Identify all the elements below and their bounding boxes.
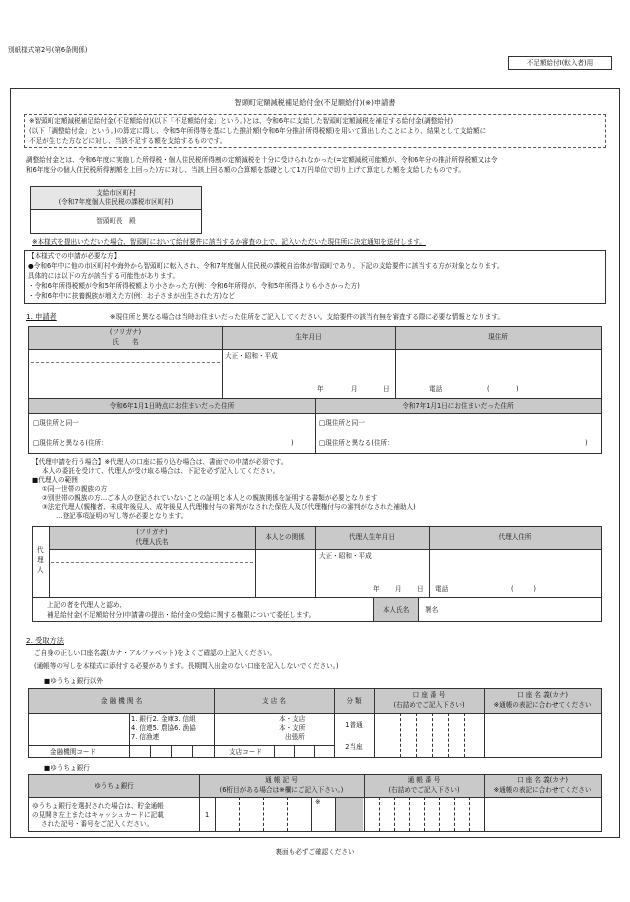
- type-label: 分 類: [346, 697, 362, 705]
- birthdate-label: 生年月日: [295, 333, 322, 341]
- note-line: ※智頭町定額減税補足給付金(不足額給付)(以下「不足額給付金」という。)とは、令和6年に支給した智頭町定額減税を補足する給付金(調整給付): [29, 117, 454, 125]
- furigana-label: (フリガナ): [109, 328, 142, 336]
- addr-r6-label: 令和6年1月1日時点にお住まいだった住所: [109, 402, 235, 410]
- year-label: 年: [317, 385, 324, 393]
- eligibility-box: [24, 250, 606, 304]
- proxy-phone-input[interactable]: ( ): [511, 585, 536, 593]
- bank-table: [28, 688, 602, 758]
- note-box: [24, 114, 606, 148]
- branch-type-options[interactable]: 出張所: [285, 733, 305, 741]
- section1-heading: 1. 申請者: [26, 312, 57, 321]
- yucho-holder-note: ※通帳の表記に合わせてください: [493, 786, 592, 794]
- yucho-holder-input[interactable]: [486, 799, 599, 829]
- proxy-note: 本人の委託を受けて、代理人が受け取る場合は、下記を必ず記入してください。: [42, 467, 280, 475]
- proxy-birth-label: 代理人生年月日: [348, 533, 396, 541]
- form-code: 別紙様式第2号(第6条関係): [8, 46, 88, 54]
- account-number-label: 口 座 番 号: [412, 691, 446, 699]
- address-label: 現住所: [488, 333, 508, 341]
- addressee-recipient: 智頭町長 殿: [96, 217, 136, 225]
- note-line: 不足が生じた方などに対し、当該不足する額を支給するものです。: [29, 137, 227, 145]
- footer-note: 裏面も必ずご確認ください: [275, 848, 355, 856]
- adjust-para-line: 和6年度分の個人住民税所得割額を上回った)方に対し、当該上回る額の合算額を基礎として1万円単位で切り上げて算定した額を支給したものです。: [26, 166, 466, 174]
- proxy-furigana-label: (フリガナ): [136, 528, 168, 536]
- proxy-side-label: 代理人: [37, 546, 44, 574]
- r6-diff-checkbox[interactable]: □現住所と異なる(住所：: [33, 439, 108, 447]
- proxy-era-options[interactable]: 大正・昭和・平成: [319, 552, 372, 560]
- form-tag: 不足額給付Ⅰ(転入者)用: [508, 56, 612, 70]
- r6-same-checkbox[interactable]: □現住所と同一: [33, 419, 79, 427]
- bango-label: 通 帳 番 号: [407, 776, 441, 784]
- consent-line: 上記の者を代理人と認め、: [47, 601, 126, 609]
- bango-note: (右詰めでご記入下さい): [388, 786, 460, 794]
- current-address-input[interactable]: [397, 350, 599, 380]
- month-label: 月: [395, 585, 402, 593]
- yucho-table: [28, 774, 602, 832]
- signature-label: 署名: [425, 606, 439, 614]
- toza-option[interactable]: 2当座: [345, 743, 363, 751]
- phone-label: 電話: [435, 585, 449, 593]
- yucho-note-line: ゆうちょ銀行を選択された場合は、貯金通帳: [32, 802, 164, 810]
- signature-input[interactable]: [445, 599, 599, 619]
- adjust-para-line: 調整給付金とは、令和6年度に実施した所得税・個人住民税所得割の定額減税を十分に受けられなかった(=定額減税可能額が、令和6年分の推計所得税額又は令: [26, 156, 498, 164]
- futsu-option[interactable]: 1普通: [345, 721, 363, 729]
- proxy-table: [32, 526, 602, 622]
- kigo-prefix: 1: [205, 811, 210, 819]
- proxy-note: ①同一世帯の親族の方: [42, 485, 108, 493]
- yucho-note-line: された記号・番号をご記入ください。: [41, 820, 154, 828]
- account-number-input[interactable]: [376, 715, 482, 755]
- holder-label: 口 座 名 義(カナ): [517, 691, 568, 699]
- kigo-label: 通 帳 記 号: [265, 776, 298, 784]
- eligibility-line: ・令和6年中に扶養親族が増えた方(例：お子さまが出生された方)など: [28, 292, 236, 300]
- section2-note: (通帳等の写しを本様式に添付する必要があります。長期間入出金のない口座を記入しないでください。): [34, 662, 339, 670]
- furigana-input[interactable]: [31, 350, 220, 363]
- day-label: 日: [417, 585, 424, 593]
- branch-code-label: 支店コード: [229, 748, 262, 756]
- paren-close: ): [585, 439, 588, 447]
- bank-name-input[interactable]: [31, 715, 127, 743]
- eligibility-title: 【本様式での申請が必要な方】: [28, 252, 121, 260]
- name-input[interactable]: [31, 364, 220, 396]
- yucho-bank-label: ゆうちょ銀行: [94, 782, 134, 790]
- proxy-note: ■代理人の範囲: [32, 476, 78, 484]
- bank-type-options[interactable]: 7. 信漁連: [131, 733, 160, 741]
- submit-note: ※本様式を提出いただいた場合、智頭町において給付要件に該当するか審査の上で、記入いただいた現住所に決定通知を送付します。: [32, 238, 426, 246]
- note-line: (以下「調整給付金」という。)の算定に際し、令和5年所得等を基にした推計額(令和6年分推計所得税額)を用いて算出したことにより、結果として支給額に: [29, 127, 487, 135]
- r7-diff-checkbox[interactable]: □現住所と異なる(住所：: [319, 439, 394, 447]
- name-label: 氏 名: [112, 338, 139, 346]
- proxy-note: ③法定代理人(親権者、未成年後見人、成年後見人代理権付与の審判がなされた保佐人及び代理権付与の審判がなされた補助人): [42, 503, 416, 511]
- addressee-box: [30, 186, 202, 234]
- paren-close: ): [291, 439, 294, 447]
- bank-type-options[interactable]: 1. 銀行2. 金庫3. 信組: [131, 715, 196, 723]
- bank-type-options[interactable]: 4. 信連5. 農協6. 漁協: [131, 724, 196, 732]
- era-options[interactable]: 大正・昭和・平成: [225, 352, 278, 360]
- addressee-line: 支給市区町村: [96, 189, 136, 197]
- yucho-note-line: の見開き左上またはキャッシュカードに記載: [32, 811, 164, 819]
- branch-type-options[interactable]: 本・支所: [279, 724, 306, 732]
- branch-type-options[interactable]: 本・支店: [279, 715, 306, 723]
- yucho-holder-label: 口 座 名 義(カナ): [517, 776, 568, 784]
- account-number-note: (右詰めでご記入下さい): [393, 701, 465, 709]
- eligibility-line: ●令和6年中に他の市区町村や海外から智頭町に転入され、令和7年度個人住民税の課税自治体が智頭町であり、下記の支給要件に該当する方が対象となります。: [28, 262, 504, 270]
- self-name-label: 本人氏名: [382, 606, 410, 614]
- section2-heading: 2. 受取方法: [26, 636, 64, 645]
- r7-same-checkbox[interactable]: □現住所と同一: [319, 419, 365, 427]
- yucho-heading: ■ゆうちょ銀行: [44, 764, 90, 772]
- section2-note: ご自身の正しい口座名義(カナ・アルファベット)をよくご確認の上記入ください。: [34, 649, 277, 657]
- eligibility-line: ・令和6年所得税額が令和5年所得税額より小さかった方(例：令和6年所得が、令和5年所得よりも小さかった方): [28, 282, 360, 290]
- section1-note: ※現住所と異なる場合は当時お住まいだった住所をご記入してください。支給要件の該当有無を審査する際に必要な情報となります。: [110, 313, 505, 321]
- bank-code-label: 金融機関コード: [49, 748, 97, 756]
- page-title: 智頭町定額減税補足給付金(不足額給付)(※)申請書: [234, 98, 396, 107]
- sixth-digit-input[interactable]: [313, 807, 333, 829]
- proxy-note: ②別世帯の親族の方…ご本人の登記されていないことの証明と本人との親族関係を証明する書類が必要となります: [42, 494, 378, 502]
- phone-label: 電話: [429, 385, 443, 393]
- applicant-table: [28, 326, 602, 454]
- kigo-input[interactable]: [217, 799, 309, 829]
- proxy-furigana-input[interactable]: [51, 550, 253, 563]
- relation-label: 本人との関係: [265, 533, 305, 541]
- proxy-name-label: 代理人氏名: [135, 538, 169, 546]
- addr-r7-label: 令和7年1月1日にお住まいだった住所: [402, 402, 514, 410]
- branch-label: 支 店 名: [262, 697, 286, 705]
- holder-input[interactable]: [486, 715, 599, 755]
- bank-name-label: 金 融 機 関 名: [100, 697, 143, 705]
- addressee-line: (令和7年度個人住民税の課税市区町村): [58, 198, 174, 206]
- proxy-note: …登記事項証明の写し等が必要となります。: [56, 512, 188, 520]
- non-yucho-heading: ■ゆうちょ銀行以外: [44, 677, 103, 685]
- day-label: 日: [383, 385, 390, 393]
- kigo-note: (6桁目がある場合は※欄にご記入下さい。): [219, 786, 344, 794]
- month-label: 月: [351, 385, 358, 393]
- phone-input[interactable]: ( ): [487, 385, 519, 393]
- branch-name-input[interactable]: [216, 715, 276, 743]
- bango-input[interactable]: [366, 799, 482, 829]
- proxy-note: 【代理申請を行う場合】※代理人の口座に振り込む場合は、書面での申請が必須です。: [32, 458, 288, 466]
- relation-input[interactable]: [257, 550, 313, 595]
- proxy-name-input[interactable]: [51, 564, 253, 595]
- year-label: 年: [373, 585, 380, 593]
- sixth-digit-mark: ※: [315, 798, 321, 806]
- proxy-address-label: 代理人住所: [498, 533, 532, 541]
- eligibility-line: 具体的には以下の方が該当する可能性があります。: [28, 272, 180, 280]
- holder-note: ※通帳の表記に合わせてください: [493, 701, 592, 709]
- consent-line: 補足給付金(不足額給付分)申請書の提出・給付金の受給に関する権限について委任します。: [47, 611, 316, 619]
